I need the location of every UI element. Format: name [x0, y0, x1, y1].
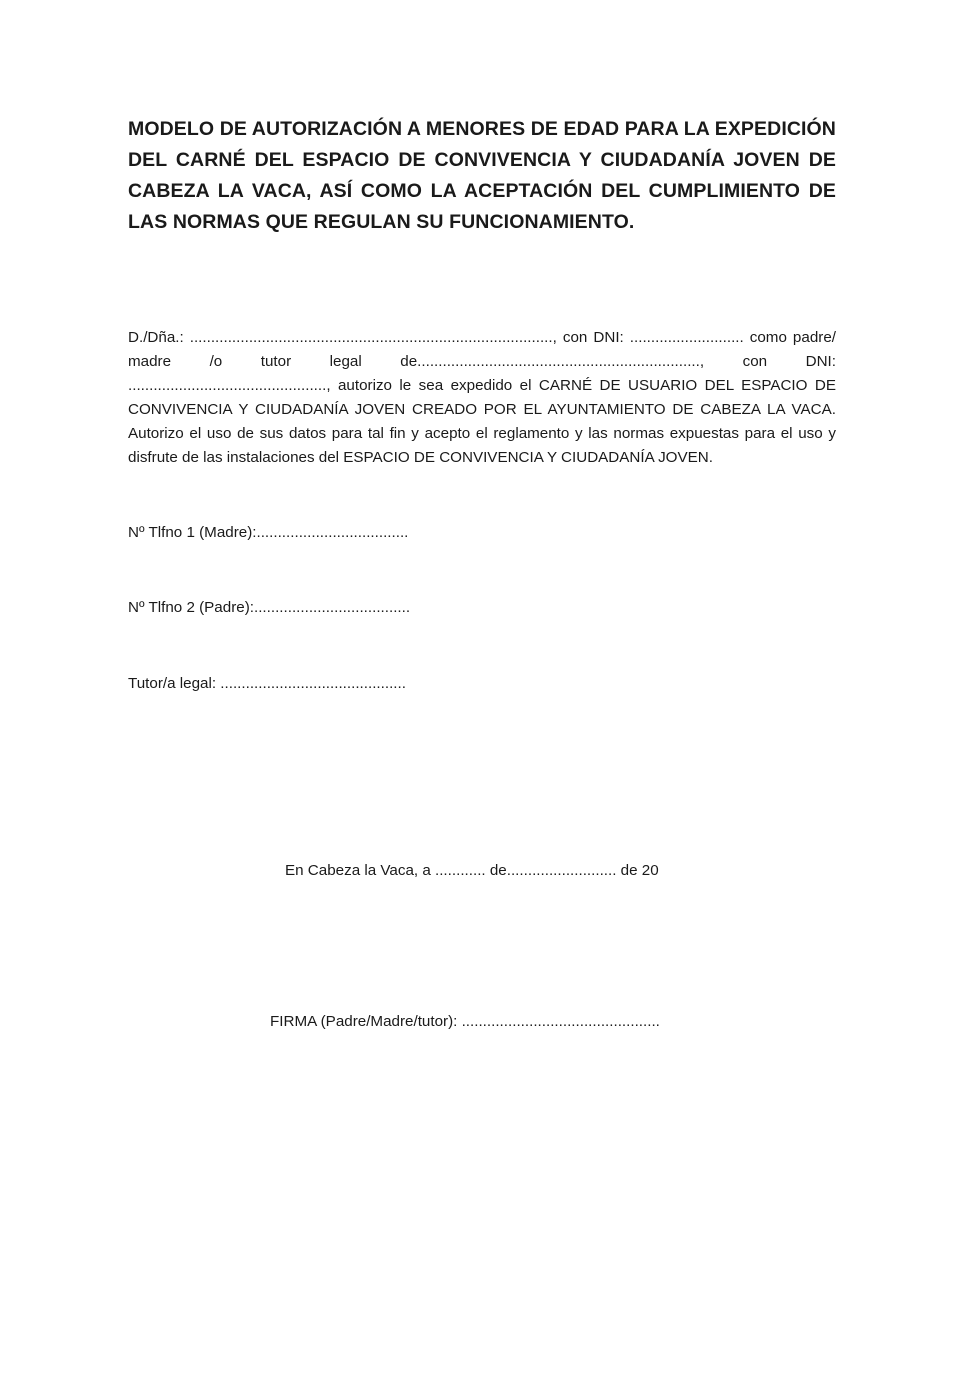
authorization-paragraph: D./Dña.: ......................................................................................, con DNI: ........................... como padre/ madre /o tutor legal de..................................................................., con DNI: ..............................................., autorizo le sea expedido el CARNÉ DE USUARIO DEL ESPACIO DE CONVIVENCIA Y CIUDADANÍA JOVEN CREADO POR EL AYUNTAMIENTO DE CABEZA LA VACA. Autorizo el uso de sus datos para tal fin y acepto el reglamento y las normas expuestas para el uso y disfrute de las instalaciones del ESPACIO DE CONVIVENCIA Y CIUDADANÍA JOVEN.	[128, 329, 836, 466]
place-date-line: En Cabeza la Vaca, a ............ de.......................... de 20	[285, 862, 659, 879]
phone-father-field: Nº Tlfno 2 (Padre):.....................................	[128, 599, 411, 616]
legal-guardian-field: Tutor/a legal: ............................................	[128, 675, 406, 692]
document-title: MODELO DE AUTORIZACIÓN A MENORES DE EDAD PARA LA EXPEDICIÓN DEL CARNÉ DEL ESPACIO DE CONVIVENCIA Y CIUDADANÍA JOVEN DE CABEZA LA VACA, ASÍ COMO LA ACEPTACIÓN DEL CUMPLIMIENTO DE LAS NORMAS QUE REGULAN SU FUNCIONAMIENTO.	[128, 118, 836, 233]
signature-line: FIRMA (Padre/Madre/tutor): ...............................................	[270, 1013, 660, 1030]
phone-mother-field: Nº Tlfno 1 (Madre):....................................	[128, 524, 409, 541]
